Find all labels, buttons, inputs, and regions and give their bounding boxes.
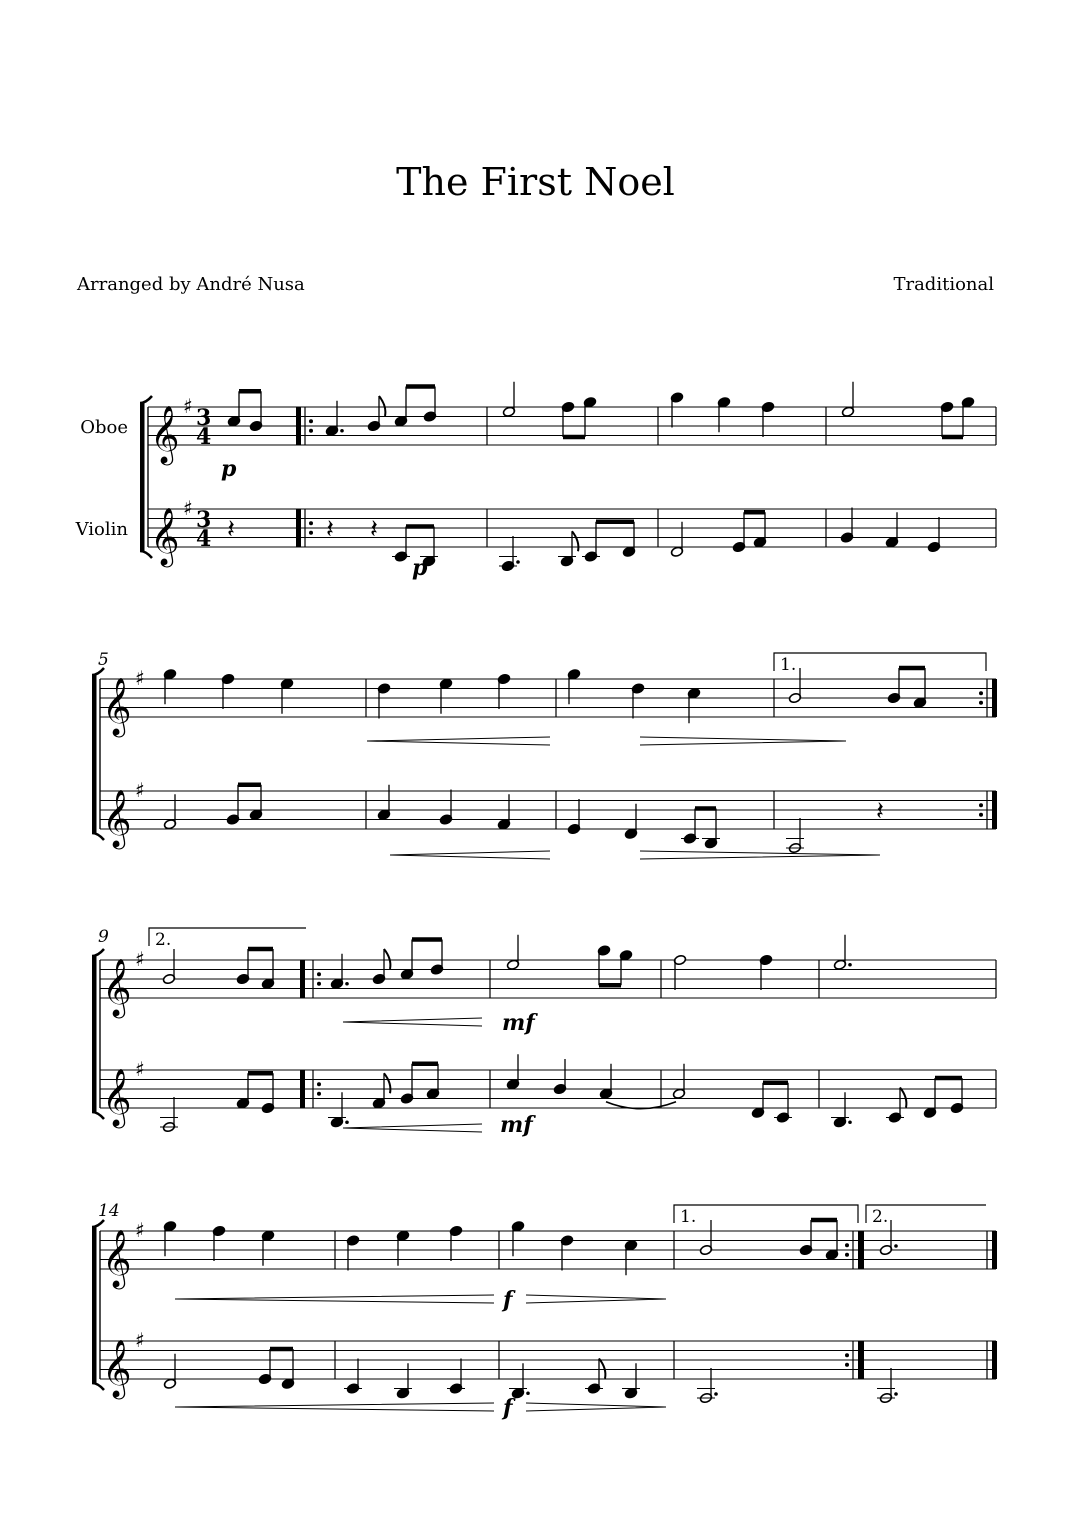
dynamic-p-oboe: p	[221, 456, 237, 482]
volta-label: 2.	[155, 930, 172, 950]
repeat-dot	[317, 1092, 321, 1096]
treble-clef: 𝄞	[150, 405, 180, 463]
arranger-credit: Arranged by André Nusa	[77, 274, 305, 295]
score-title: The First Noel	[396, 160, 675, 204]
measure-number: 14	[98, 1201, 120, 1221]
treble-clef: 𝄞	[102, 1068, 132, 1126]
repeat-dot	[317, 982, 321, 986]
staff	[148, 407, 996, 445]
composer-credit: Traditional	[893, 274, 994, 295]
repeat-dot	[309, 521, 313, 525]
dynamic-f-violin: f	[503, 1395, 513, 1421]
staff	[100, 1070, 996, 1108]
augmentation-dot	[894, 1392, 898, 1396]
repeat-thick-barline	[296, 407, 301, 445]
repeat-dot	[309, 429, 313, 433]
augmentation-dot	[516, 560, 520, 564]
key-signature-sharp: ♯	[135, 1218, 145, 1242]
repeat-dot	[317, 972, 321, 976]
augmentation-dot	[345, 982, 349, 986]
augmentation-dot	[848, 963, 852, 967]
key-signature-sharp: ♯	[135, 778, 145, 802]
treble-clef: 𝄞	[102, 958, 132, 1016]
treble-clef: 𝄞	[102, 1339, 132, 1397]
quarter-rest: 𝄽	[876, 796, 884, 827]
eighth-flag	[384, 1073, 390, 1093]
repeat-dot	[979, 691, 983, 695]
quarter-rest: 𝄽	[370, 514, 378, 545]
treble-clef: 𝄞	[150, 507, 180, 565]
repeat-dot	[845, 1253, 849, 1257]
instrument-name-violin: Violin	[75, 519, 128, 540]
repeat-thick-barline	[296, 509, 301, 547]
bracket-hook-top	[92, 1220, 104, 1227]
time-signature-bottom: 4	[196, 526, 212, 552]
volta-label: 2.	[872, 1207, 889, 1227]
treble-clef: 𝄞	[102, 677, 132, 735]
repeat-thick-barline	[992, 791, 997, 829]
bracket-hook-top	[92, 949, 104, 956]
treble-clef: 𝄞	[102, 789, 132, 847]
key-signature-sharp: ♯	[135, 1057, 145, 1081]
eighth-flag	[379, 396, 385, 416]
time-signature-top: 3	[196, 507, 212, 533]
double-barline	[862, 1231, 864, 1269]
key-signature-sharp: ♯	[183, 496, 193, 520]
system-bracket	[92, 956, 97, 1112]
repeat-dot	[317, 1082, 321, 1086]
treble-clef: 𝄞	[102, 1229, 132, 1287]
augmentation-dot	[345, 1120, 349, 1124]
diminuendo-hairpin	[526, 1295, 666, 1303]
staff	[100, 679, 996, 717]
augmentation-dot	[894, 1244, 898, 1248]
diminuendo-hairpin	[640, 851, 880, 859]
repeat-dot	[309, 419, 313, 423]
key-signature-sharp: ♯	[183, 394, 193, 418]
dynamic-mf-oboe: mf	[502, 1010, 535, 1036]
eighth-flag	[384, 949, 390, 969]
repeat-dot	[309, 531, 313, 535]
repeat-dot	[979, 803, 983, 807]
repeat-dot	[845, 1243, 849, 1247]
repeat-thick-barline	[300, 1070, 305, 1108]
bracket-hook-top	[140, 396, 152, 403]
dynamic-p-violin: p	[412, 555, 428, 581]
crescendo-hairpin	[367, 737, 550, 745]
crescendo-hairpin	[175, 1403, 494, 1411]
measure-number: 9	[98, 927, 109, 947]
eighth-flag	[900, 1088, 906, 1108]
key-signature-sharp: ♯	[135, 666, 145, 690]
crescendo-hairpin	[390, 851, 550, 859]
augmentation-dot	[340, 429, 344, 433]
augmentation-dot	[848, 1120, 852, 1124]
system-bracket	[92, 675, 97, 833]
time-signature-bottom: 4	[196, 424, 212, 450]
final-thick-barline	[992, 1341, 997, 1379]
crescendo-hairpin	[343, 1124, 482, 1132]
diminuendo-hairpin	[526, 1403, 666, 1411]
quarter-rest: 𝄽	[326, 514, 334, 545]
double-barline	[862, 1341, 864, 1379]
eighth-flag	[572, 531, 578, 551]
augmentation-dot	[714, 1392, 718, 1396]
volta-label: 1.	[680, 1207, 697, 1227]
staff	[100, 960, 996, 998]
volta-label: 1.	[780, 655, 797, 675]
crescendo-hairpin	[343, 1018, 482, 1026]
augmentation-dot	[526, 1391, 530, 1395]
eighth-flag	[599, 1359, 605, 1379]
repeat-dot	[845, 1363, 849, 1367]
repeat-dot	[979, 701, 983, 705]
crescendo-hairpin	[175, 1295, 494, 1303]
repeat-dot	[845, 1353, 849, 1357]
dynamic-mf-violin: mf	[500, 1112, 533, 1138]
repeat-thick-barline	[300, 960, 305, 998]
diminuendo-hairpin	[640, 737, 846, 745]
system-bracket	[140, 403, 145, 551]
volta-bracket	[149, 928, 306, 946]
measure-number: 5	[98, 650, 109, 670]
repeat-thick-barline	[992, 679, 997, 717]
final-thick-barline	[992, 1231, 997, 1269]
volta-bracket	[774, 653, 986, 671]
repeat-dot	[979, 813, 983, 817]
instrument-name-oboe: Oboe	[80, 417, 128, 438]
key-signature-sharp: ♯	[135, 1328, 145, 1352]
key-signature-sharp: ♯	[135, 947, 145, 971]
system-bracket	[92, 1227, 97, 1383]
time-signature-top: 3	[196, 405, 212, 431]
quarter-rest: 𝄽	[227, 514, 235, 545]
dynamic-f-oboe: f	[503, 1287, 513, 1313]
